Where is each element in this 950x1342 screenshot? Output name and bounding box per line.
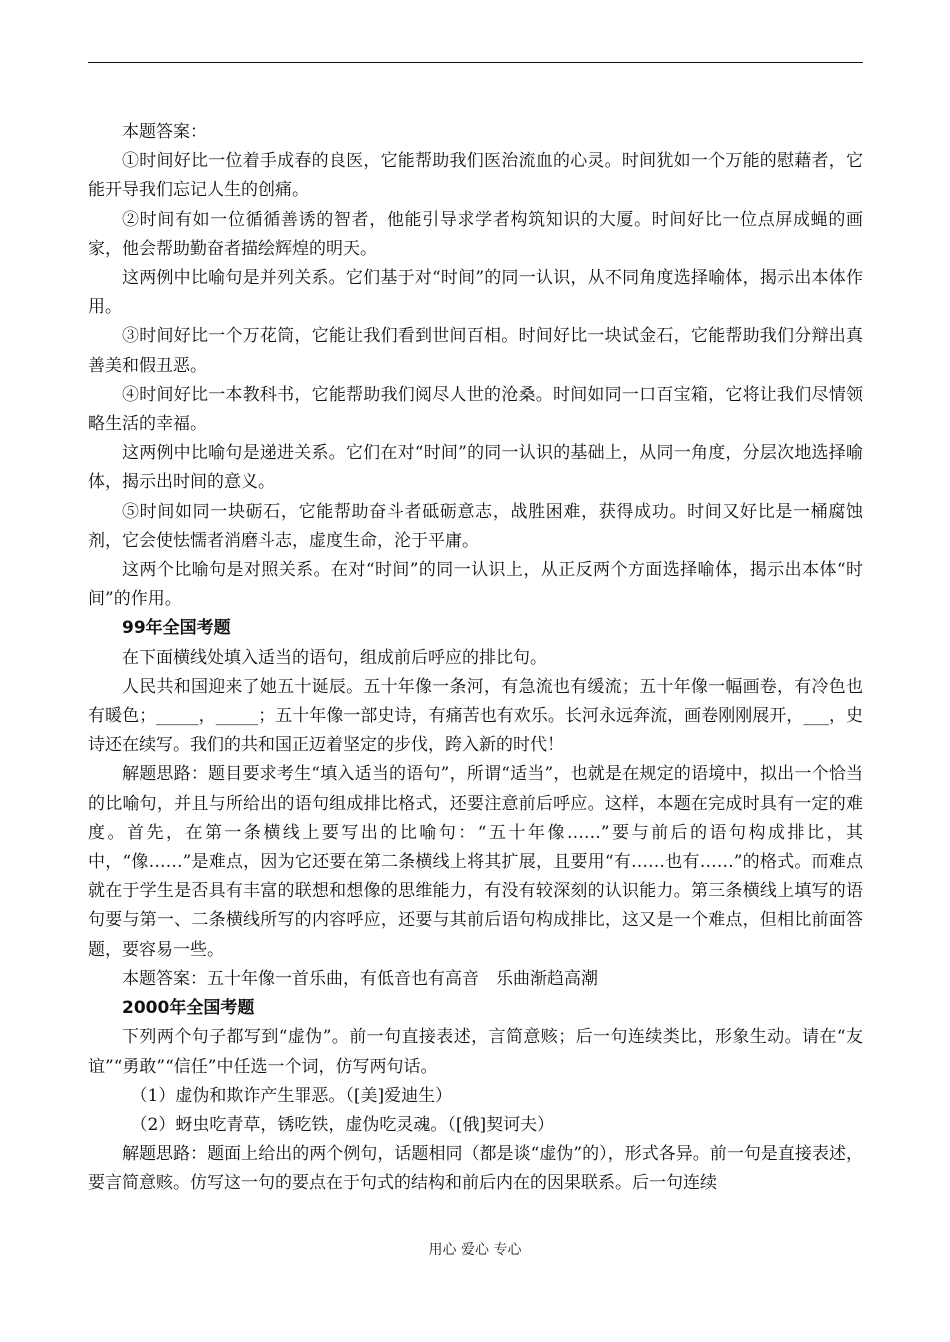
page-footer: 用心 爱心 专心 [428,1242,522,1258]
paragraph: ①时间好比一位着手成春的良医，它能帮助我们医治流血的心灵。时间犹如一个万能的慰藉者，它能开导我们忘记人生的创痛。 [88,151,863,201]
paragraph: ③时间好比一个万花筒，它能让我们看到世间百相。时间好比一块试金石，它能帮助我们分辩出真善美和假丑恶。 [88,326,863,376]
header-rule [88,62,863,63]
paragraph: 本题答案：五十年像一首乐曲，有低音也有高音 乐曲渐趋高潮 [122,968,598,989]
paragraph: 本题答案： [122,122,207,142]
paragraph: 解题思路：题面上给出的两个例句，话题相同（都是谈“虚伪”的），形式各异。前一句是直接表述，要言简意赅。仿写这一句的要点在于句式的结构和前后内在的因果联系。后一句连续 [88,1144,863,1194]
paragraph: ⑤时间如同一块砺石，它能帮助奋斗者砥砺意志，战胜困难，获得成功。时间又好比是一桶腐蚀剂，它会使怯懦者消磨斗志，虚度生命，沦于平庸。 [88,501,863,551]
paragraph: ④时间好比一本教科书，它能帮助我们阅尽人世的沧桑。时间如同一口百宝箱，它将让我们尽情领略生活的幸福。 [88,384,863,435]
paragraph: 人民共和国迎来了她五十诞辰。五十年像一条河，有急流也有缓流；五十年像一幅画卷，有冷色也有暖色；_____，_____；五十年像一部史诗，有痛苦也有欢乐。长河永远奔流，画卷刚刚展开，___，史诗还在续写。我们的共和国正迈着坚定的步伐，跨入新的时代！ [88,676,863,756]
paragraph: 这两例中比喻句是递进关系。它们在对“时间”的同一认识的基础上，从同一角度，分层次地选择喻体，揭示出时间的意义。 [88,443,863,493]
paragraph: 下列两个句子都写到“虚伪”。前一句直接表述，言简意赅；后一句连续类比，形象生动。请在“友谊”“勇敢”“信任”中任选一个词，仿写两句话。 [88,1027,863,1077]
paragraph: 解题思路：题目要求考生“填入适当的语句”，所谓“适当”，也就是在规定的语境中，拟出一个恰当的比喻句，并且与所给出的语句组成排比格式，还要注意前后呼应。这样，本题在完成时具有一定的难度。首先，在第一条横线上要写出的比喻句：“五十年像……”要与前后的语句构成排比，其中，“像……”是难点，因为它还要在第二条横线上将其扩展，且要用“有……也有……”的格式。而难点就在于学生是否具有丰富的联想和想像的思维能力，有没有较深刻的认识能力。第三条横线上填写的语句要与第一、二条横线所写的内容呼应，还要与其前后语句构成排比，这又是一个难点，但相比前面答题，要容易一些。 [88,764,863,960]
section-heading: 2000年全国考题 [122,998,255,1019]
paragraph: 这两例中比喻句是并列关系。它们基于对“时间”的同一认识，从不同角度选择喻体，揭示出本体作用。 [88,268,863,318]
example-item: （1）虚伪和欺诈产生罪恶。（[美]爱迪生） [130,1085,453,1106]
paragraph: ②时间有如一位循循善诱的智者，他能引导求学者构筑知识的大厦。时间好比一位点屏成蝇的画家，他会帮助勤奋者描绘辉煌的明天。 [88,209,863,259]
paragraph: 这两个比喻句是对照关系。在对“时间”的同一认识上，从正反两个方面选择喻体，揭示出本体“时间”的作用。 [88,560,863,610]
document-body [88,118,863,1199]
section-heading: 99年全国考题 [122,618,231,639]
example-item: （2）蚜虫吃青草，锈吃铁，虚伪吃灵魂。（[俄]契诃夫） [130,1114,555,1135]
paragraph: 在下面横线处填入适当的语句，组成前后呼应的排比句。 [122,647,547,668]
